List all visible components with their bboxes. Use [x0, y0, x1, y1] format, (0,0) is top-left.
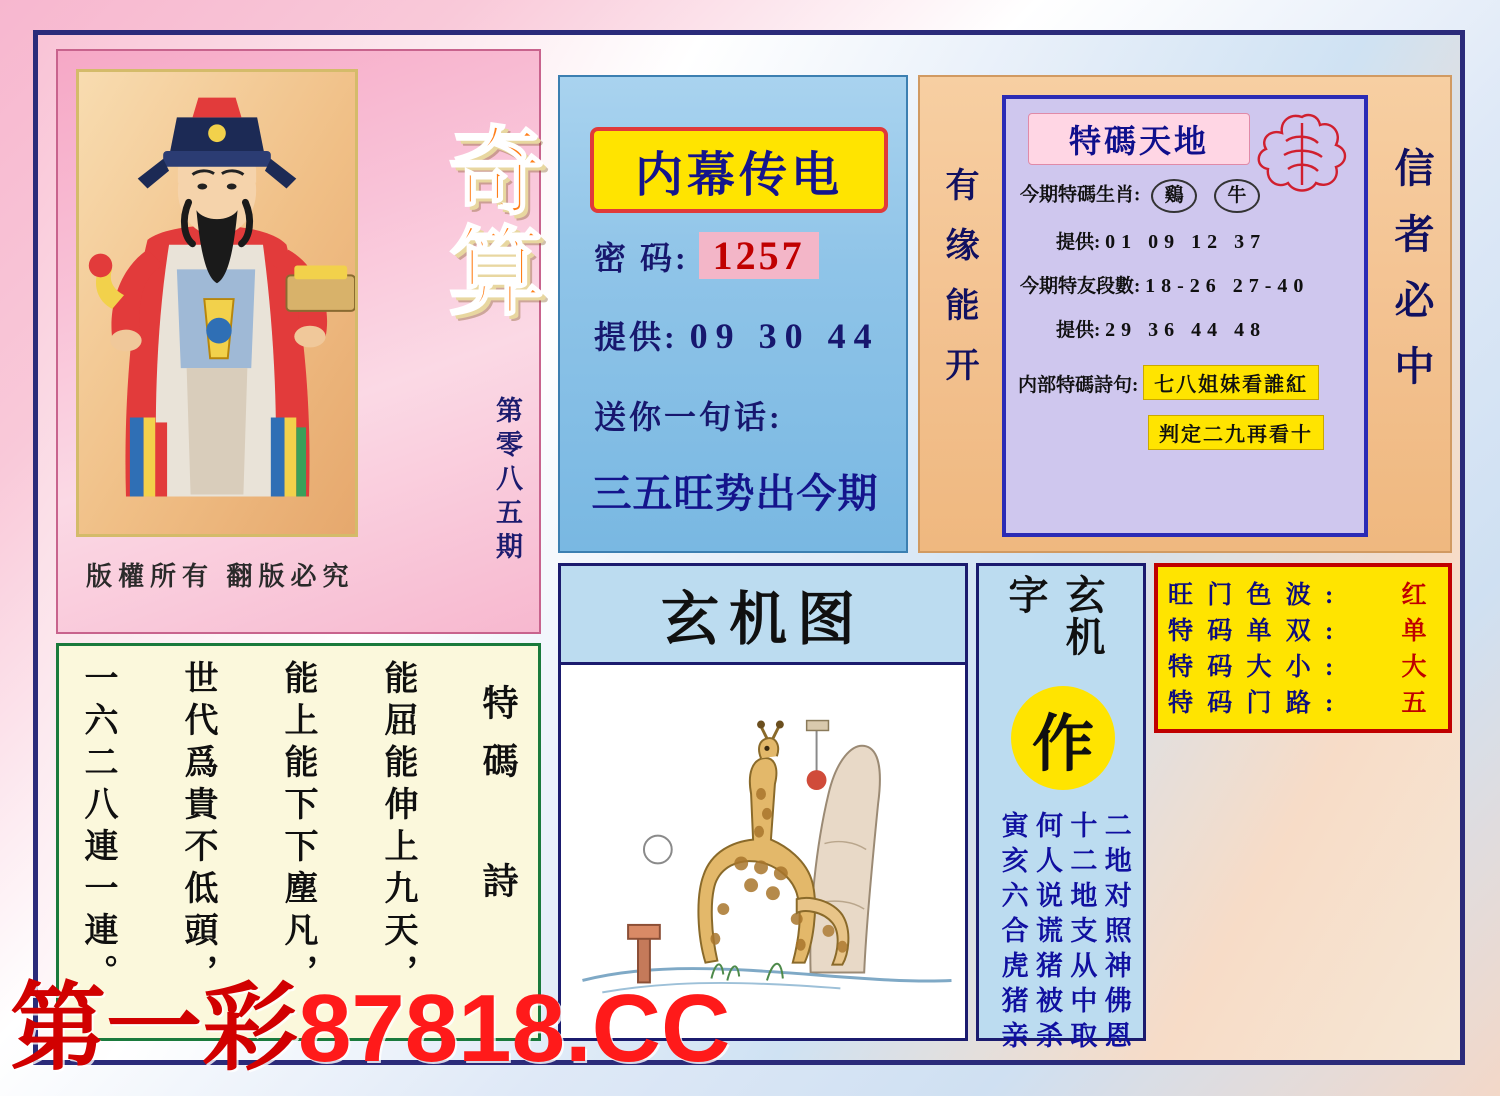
send-phrase-label: 送你一句话: [594, 399, 783, 435]
inside-news-panel [558, 75, 908, 553]
poem-phrase-2: 判定二九再看十 [1148, 415, 1324, 450]
provide-label-1: 提供: [1056, 232, 1101, 253]
section-range-label: 今期特友段數: [1020, 276, 1141, 297]
watermark [10, 952, 1010, 1089]
provide-label: 提供: [594, 319, 678, 355]
xuanji-image-title: 玄机图 [561, 566, 965, 665]
password-value: 1257 [699, 232, 819, 279]
zodiac-2: 牛 [1214, 179, 1260, 213]
row-value-3: 大 [1401, 654, 1431, 681]
xuanji-word-title: 玄机字 [1003, 574, 1105, 658]
provide-numbers: 09 30 44 [689, 316, 880, 356]
right-vertical-text: 信者必中 [1389, 147, 1434, 411]
poem-title: 特碼 詩 [478, 684, 518, 920]
provide-row [594, 312, 880, 358]
row-label-2: 特 码 单 双 : [1168, 618, 1338, 645]
zodiac-label: 今期特碼生肖: [1020, 184, 1141, 206]
table-row [1168, 683, 1438, 719]
special-code-inner [1002, 95, 1368, 537]
row-label-4: 特 码 门 路 : [1168, 690, 1338, 717]
inside-news-title: 内幕传电 [590, 127, 888, 213]
password-row [594, 232, 819, 279]
poem-line-2: 能上能下下塵凡， [279, 660, 316, 996]
provide-row-2 [1056, 315, 1266, 342]
left-vertical-text: 有缘能开 [940, 167, 977, 407]
row-value-1: 红 [1401, 582, 1431, 609]
poem-phrase-1: 七八姐妹看誰紅 [1143, 365, 1319, 400]
row-label-1: 旺 门 色 波 : [1168, 582, 1338, 609]
table-row [1168, 611, 1438, 647]
poem-line-3: 世代爲貴不低頭， [179, 660, 216, 996]
xuanji-word-col-4: 寅亥六合虎猪亲 [997, 811, 1028, 1056]
special-code-title: 特碼天地 [1028, 113, 1250, 165]
row-value-2: 单 [1401, 618, 1431, 645]
row-value-4: 五 [1401, 690, 1431, 717]
watermark-site: 87818.CC [298, 975, 731, 1082]
poem-phrase-label: 内部特碼詩句: [1018, 375, 1139, 396]
god-of-wealth-illustration [76, 69, 358, 537]
row-label-3: 特 码 大 小 : [1168, 654, 1338, 681]
watermark-prefix: 第一彩 [10, 975, 298, 1082]
section-range-nums: 18-26 27-40 [1145, 275, 1310, 297]
xuanji-character: 作 [1011, 686, 1115, 790]
password-label: 密 码: [594, 240, 689, 276]
provide-row-1 [1056, 227, 1266, 254]
provide-nums-1: 01 09 12 37 [1105, 231, 1267, 253]
provide-nums-2: 29 36 44 48 [1105, 319, 1267, 341]
xuanji-word-col-2: 十二地支从中取 [1066, 811, 1097, 1056]
special-code-panel [918, 75, 1452, 553]
poster-title: 奇算 [435, 121, 542, 321]
xuanji-word-col-1: 二地对照神佛恩 [1100, 811, 1131, 1056]
poem-phrase-row-2 [1148, 415, 1324, 450]
provide-label-2: 提供: [1056, 320, 1101, 341]
xuanji-word-col-3: 何人说谎猪被杀 [1032, 811, 1062, 1056]
poem-line-1: 能屈能伸上九天， [379, 660, 416, 996]
poem-phrase-row [1018, 365, 1319, 400]
poster-issue: 第零八五期 [492, 396, 522, 566]
poem-line-4: 一六二八連一連。 [79, 660, 116, 996]
deity-figure-icon [79, 72, 355, 534]
section-range-row [1020, 271, 1309, 298]
table-row [1168, 647, 1438, 683]
poster-panel [56, 49, 541, 634]
zodiac-1: 鷄 [1151, 179, 1197, 213]
xuanji-word-grid [987, 811, 1141, 1056]
prediction-table [1154, 563, 1452, 733]
table-row [1168, 575, 1438, 611]
poster-copyright: 版權所有 翻版必究 [86, 562, 355, 591]
zodiac-row [1020, 179, 1266, 213]
poster-frame [33, 30, 1465, 1065]
slogan-text: 三五旺势出今期 [591, 471, 879, 516]
